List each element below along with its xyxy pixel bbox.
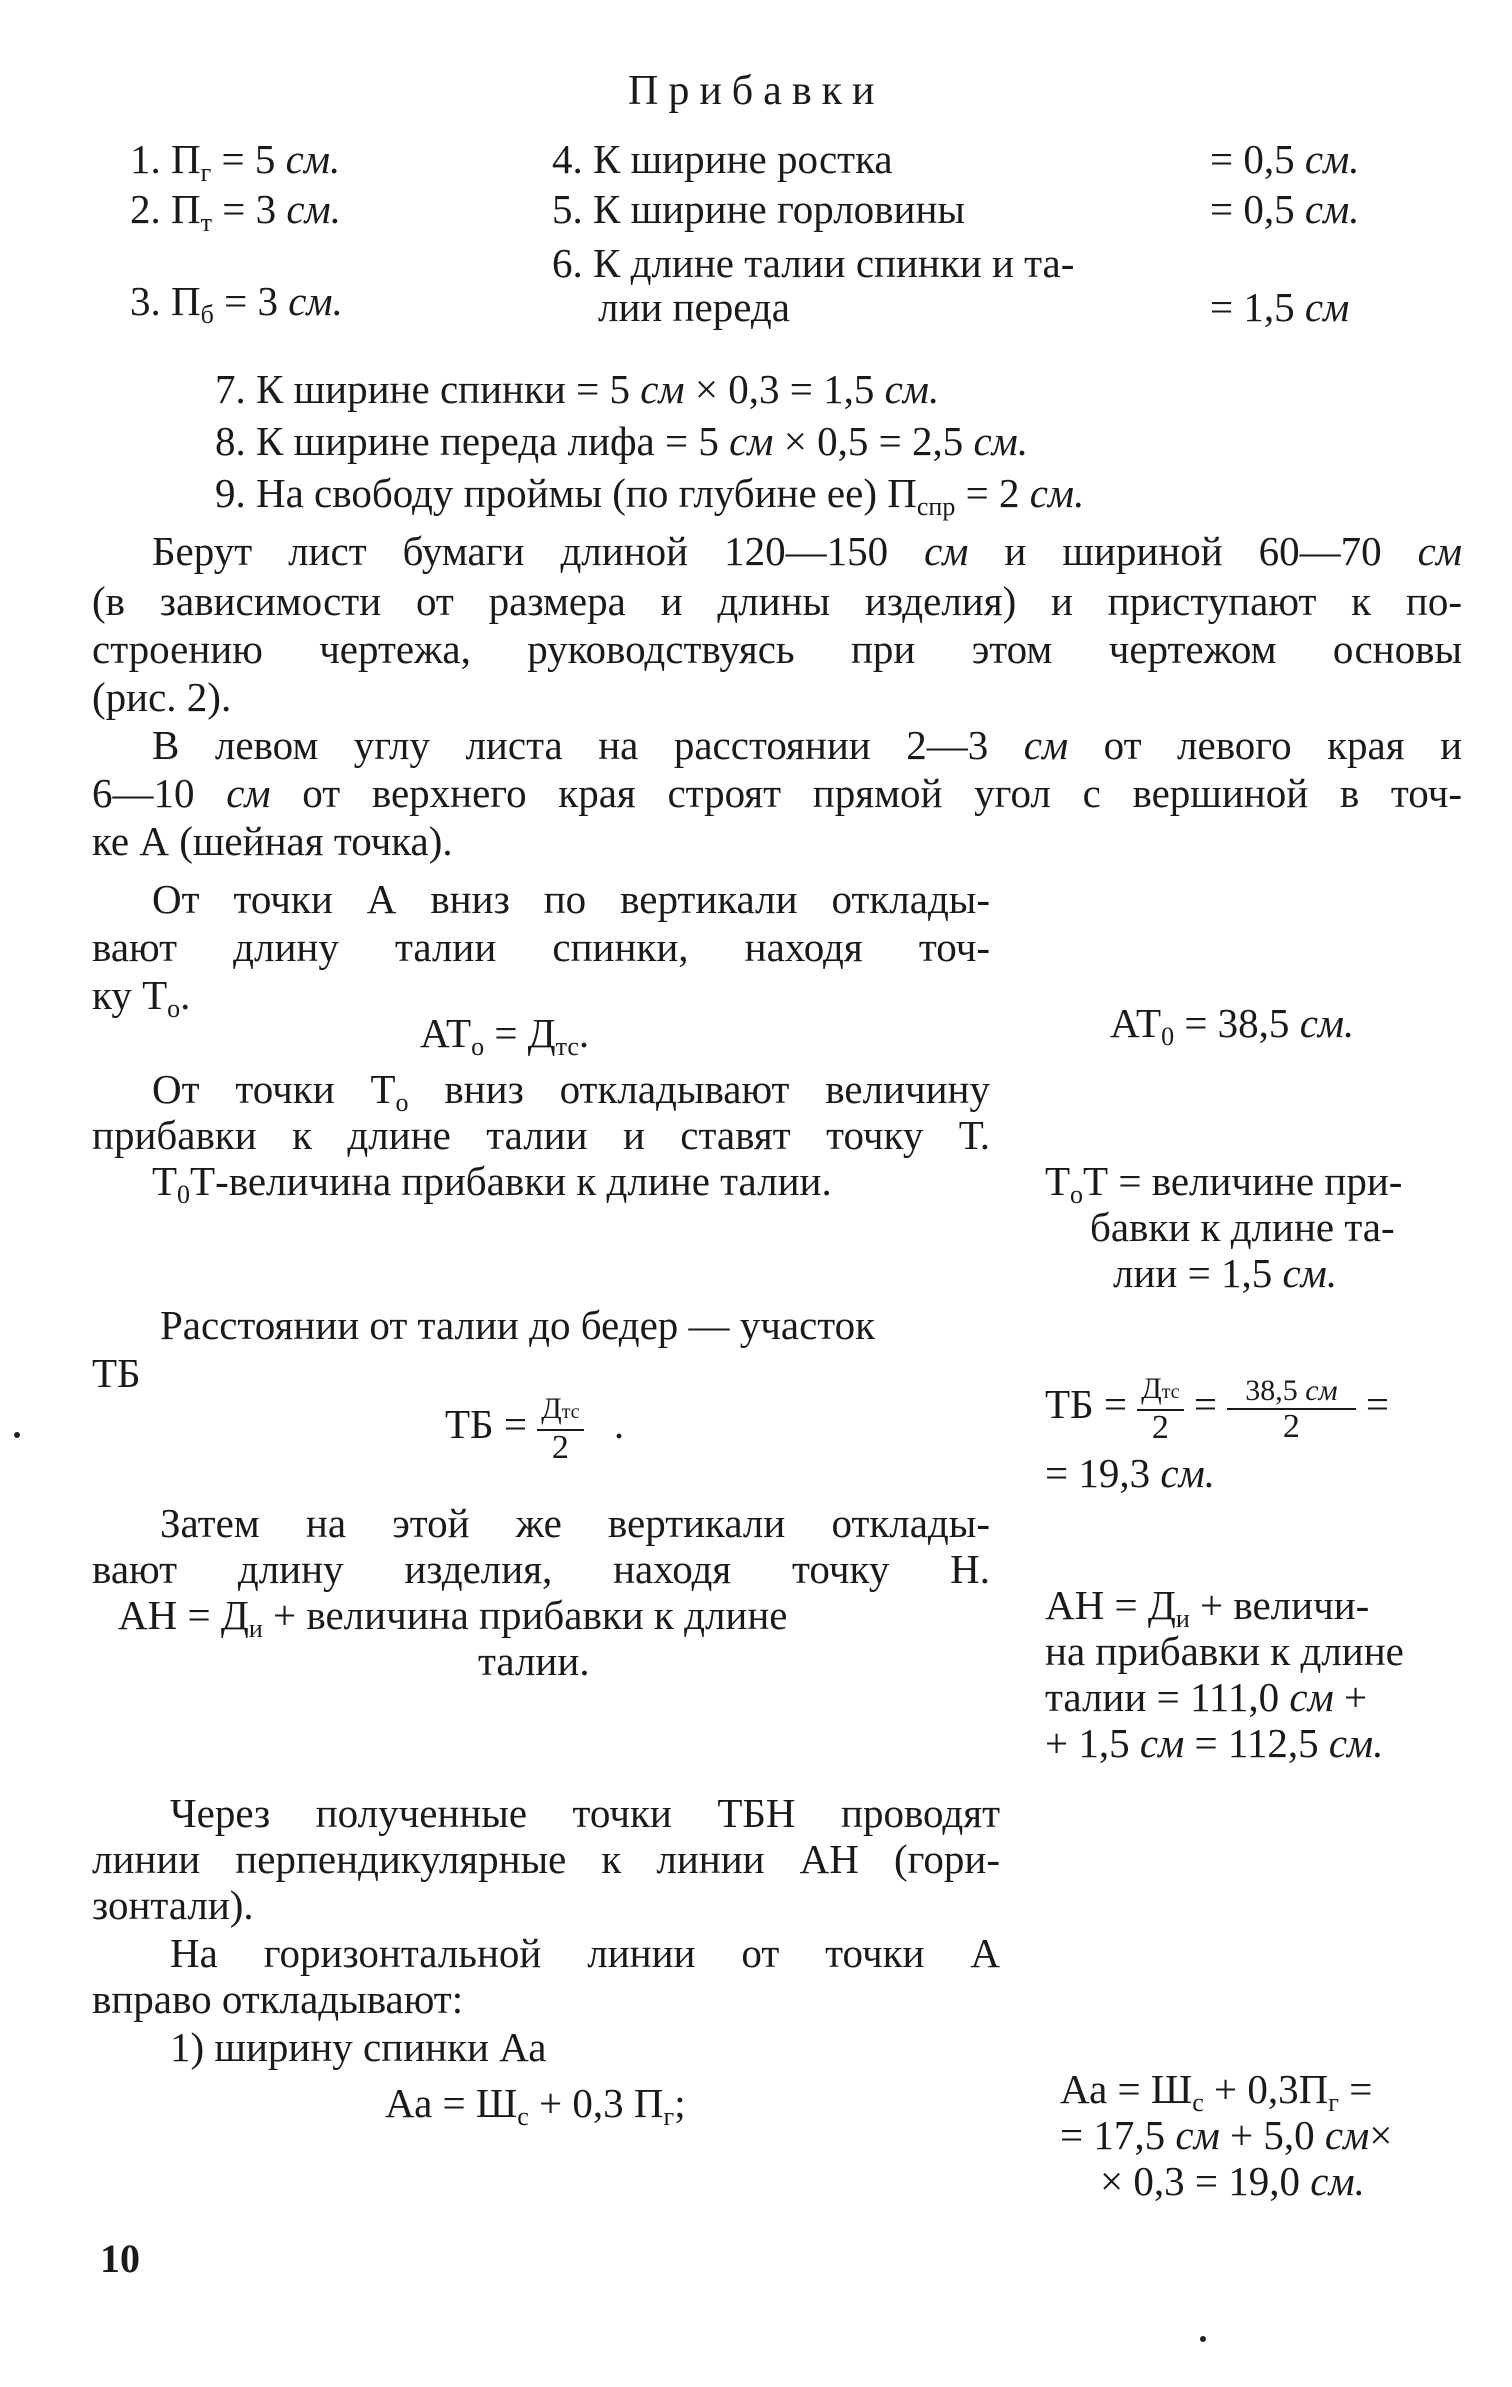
result-tb: ТБ = $\frac{\text{Дтс}}{2}$ = $\frac{38,5 см}{2}$ = [1045, 1372, 1390, 1446]
result-ah-line1: АН = $Д_и$ + величи- [1045, 1582, 1370, 1633]
paragraph-line: От точки А вниз по вертикали отклады- [152, 876, 990, 922]
result-aa-line2: = 17,5 см + 5,0 см× [1060, 2112, 1393, 2158]
page-number: 10 [100, 2236, 140, 2281]
result-ah-line3: талии = 111,0 см + [1045, 1674, 1368, 1720]
paragraph-line: АН = $Д_и$ + величина прибавки к длине [118, 1592, 788, 1643]
page-title: Прибавки [628, 68, 885, 114]
paragraph-line: линии перпендикулярные к линии АН (гори- [92, 1836, 1000, 1882]
result-aa-line1: Аа = $Ш_с + 0,3П_г$ = [1060, 2066, 1373, 2117]
result-at0: $АТ_0 = 38,5$ см. [1110, 1000, 1355, 1051]
allowance-4-value: = 0,5 см. [1210, 136, 1360, 182]
allowance-2: 2. $П_т = 3$ см. [130, 186, 341, 237]
allowance-6-line1: 6. К длине талии спинки и та- [552, 240, 1075, 286]
paragraph-line: Берут лист бумаги длиной 120—150 см и шириной 60—70 см [152, 528, 1463, 574]
allowance-5-value: = 0,5 см. [1210, 186, 1360, 232]
paragraph-line: вают длину изделия, находя точку Н. [92, 1546, 990, 1592]
print-speck [14, 1432, 20, 1438]
paragraph-line: От точки $Т_о$ вниз откладывают величину [152, 1066, 991, 1117]
paragraph-line: строению чертежа, руководствуясь при этом чертежом основы [92, 626, 1462, 672]
result-tb-line2: = 19,3 см. [1045, 1450, 1215, 1496]
paragraph-line: вправо откладывают: [92, 1976, 464, 2022]
paragraph-line: 6—10 см от верхнего края строят прямой угол с вершиной в точ- [92, 770, 1463, 816]
result-t0t-line3: лии = 1,5 см. [1113, 1250, 1338, 1296]
paragraph-line: 1) ширину спинки Аа [170, 2024, 547, 2070]
paragraph-line: прибавки к длине талии и ставят точку Т. [92, 1112, 990, 1158]
paragraph-line: Через полученные точки ТБН проводят [170, 1790, 1000, 1836]
paragraph-line: $Т_0Т$-величина прибавки к длине талии. [152, 1158, 832, 1209]
paragraph-line: На горизонтальной линии от точки А [170, 1930, 1000, 1976]
result-ah-line2: на прибавки к длине [1045, 1628, 1404, 1674]
formula-at0: $АТ_о = Д_{тс}$. [420, 1010, 590, 1061]
paragraph-line: вают длину талии спинки, находя точ- [92, 924, 990, 970]
result-ah-line4: + 1,5 см = 112,5 см. [1045, 1720, 1384, 1766]
formula-tb: ТБ = $\frac{\text{Дтс}}{2}$ . [445, 1392, 625, 1466]
allowance-6-value: = 1,5 см [1210, 284, 1350, 330]
paragraph-line: ку $Т_о$. [92, 972, 191, 1023]
allowance-7: 7. К ширине спинки = 5 см × 0,3 = 1,5 см. [215, 366, 940, 412]
allowance-6-line2: лии переда [598, 284, 790, 330]
print-speck [1200, 2336, 1206, 2342]
paragraph-line: Затем на этой же вертикали отклады- [160, 1500, 990, 1546]
allowance-1: 1. $П_г = 5$ см. [130, 136, 341, 187]
formula-aa: Аа = $Ш_с + 0,3$ $П_г$; [385, 2080, 686, 2131]
paragraph-line: (рис. 2). [92, 674, 232, 720]
result-aa-line3: × 0,3 = 19,0 см. [1100, 2158, 1365, 2204]
allowance-3: 3. $П_б = 3$ см. [130, 278, 343, 329]
result-t0t-line2: бавки к длине та- [1090, 1204, 1395, 1250]
allowance-8: 8. К ширине переда лифа = 5 см × 0,5 = 2,5 см. [215, 418, 1029, 464]
paragraph-line: зонтали). [92, 1882, 254, 1928]
allowance-4: 4. К ширине ростка [552, 136, 893, 182]
paragraph-line: Расстоянии от талии до бедер — участок [160, 1302, 876, 1348]
paragraph-line: ке А (шейная точка). [92, 818, 453, 864]
allowance-5: 5. К ширине горловины [552, 186, 965, 232]
result-t0t-line1: $Т_оТ$ = величине при- [1045, 1158, 1403, 1209]
allowance-9: 9. На свободу проймы (по глубине ее) $П_{спр} = 2$ см. [215, 470, 1085, 521]
paragraph-line: В левом углу листа на расстоянии 2—3 см от левого края и [152, 722, 1463, 768]
paragraph-line: ТБ [92, 1350, 141, 1396]
paragraph-line: талии. [478, 1638, 590, 1684]
paragraph-line: (в зависимости от размера и длины изделия) и приступают к по- [92, 578, 1462, 624]
